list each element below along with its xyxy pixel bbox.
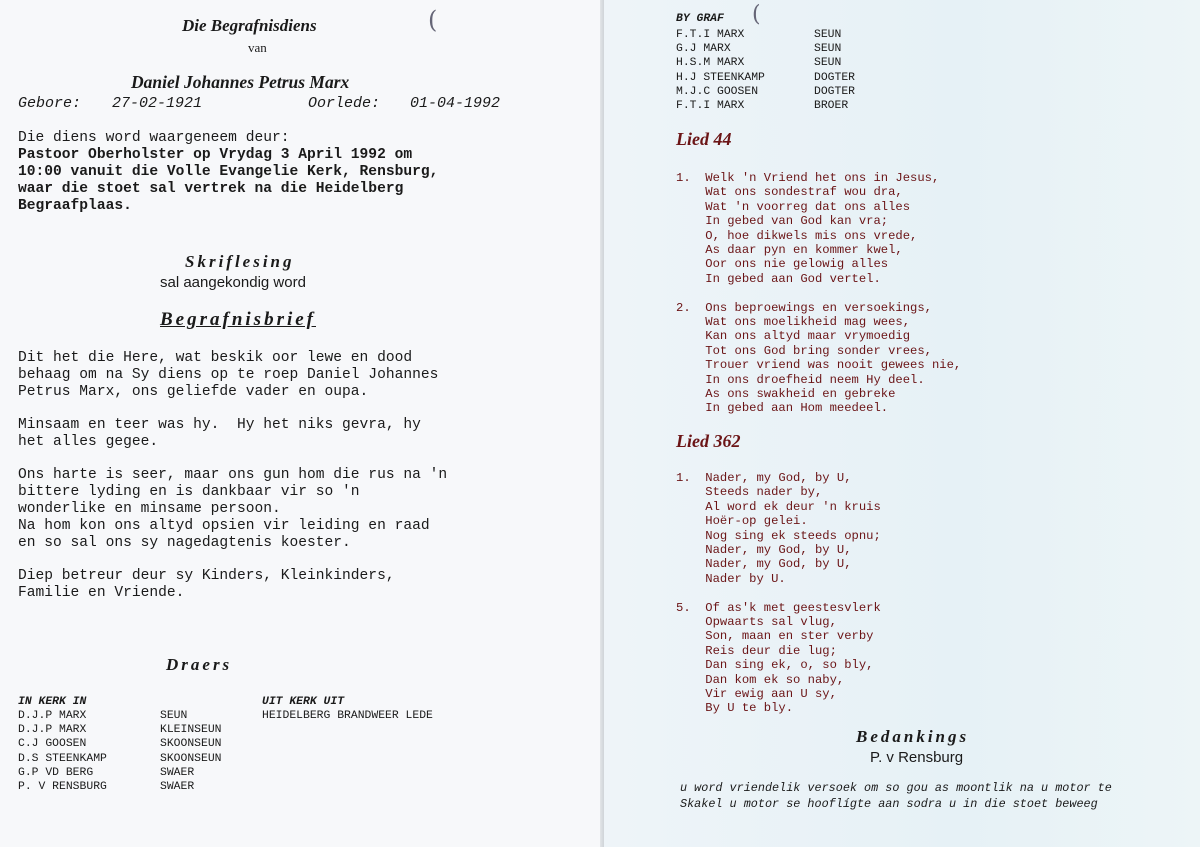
hymn-line: Opwaarts sal vlug,	[676, 615, 837, 629]
graveside-list	[676, 28, 896, 113]
table-row	[18, 766, 258, 780]
graveside-relation: DOGTER	[814, 85, 856, 98]
hymn-line: Wat ons moelikheid mag wees,	[676, 315, 911, 329]
skriflesing-heading: Skriflesing	[185, 252, 295, 271]
letter-line: Ons harte is seer, maar ons gun hom die rus na 'n	[18, 467, 448, 483]
letter-line: wonderlike en minsame persoon.	[18, 501, 281, 517]
bedankings-name: P. v Rensburg	[870, 749, 964, 766]
service-line: Die diens word waargeneem deur:	[18, 130, 290, 146]
bearer-name: P. V RENSBURG	[18, 780, 107, 793]
bedankings-heading: Bedankings	[856, 727, 970, 746]
bearer-name: D.J.P MARX	[18, 724, 87, 737]
letter-line: het alles gegee.	[18, 434, 159, 450]
graveside-relation: BROER	[814, 99, 849, 112]
hymn-line: 1. Welk 'n Vriend het ons in Jesus,	[676, 171, 940, 185]
hymn-line: Dan kom ek so naby,	[676, 672, 845, 687]
deceased-name: Daniel Johannes Petrus Marx	[131, 72, 350, 92]
hymn-line: Reis deur die lug;	[676, 643, 837, 658]
hymn-line: In ons droefheid neem Hy deel.	[676, 372, 925, 387]
graveside-name: H.S.M MARX	[676, 57, 745, 70]
letter-line: Na hom kon ons altyd opsien vir leiding en raad	[18, 518, 430, 534]
begrafnisbrief-heading: Begrafnisbrief	[160, 309, 316, 330]
hymn-line: As ons swakheid en gebreke	[676, 387, 896, 401]
service-line: waar die stoet sal vertrek na die Heidelberg	[18, 181, 404, 197]
notice-line: Skakel u motor se hooflígte aan sodra u in die stoet beweeg	[680, 797, 1098, 811]
table-row	[18, 709, 258, 723]
kerk-uit-header: UIT KERK UIT	[262, 696, 345, 708]
hymn-line: Steeds nader by,	[676, 485, 823, 500]
hymn-line: Hoër-op gelei.	[676, 514, 808, 529]
died-label: Oorlede:	[308, 95, 381, 112]
hymn-line: Nader by U.	[676, 571, 786, 586]
graveside-name: G.J MARX	[676, 43, 731, 56]
swirl-mark: (	[752, 2, 761, 27]
hymn-line: Dan sing ek, o, so bly,	[676, 658, 874, 673]
draers-heading: Draers	[166, 655, 233, 674]
letter-line: Familie en Vriende.	[18, 585, 185, 601]
hymn-line: O, hoe dikwels mis ons vrede,	[676, 228, 918, 243]
graveside-name: F.T.I MARX	[676, 29, 745, 41]
hymn-line: Son, maan en ster verby	[676, 629, 874, 644]
letter-line: Minsaam en teer was hy. Hy het niks gevra, hy	[18, 417, 421, 433]
hymn-line: Nader, my God, by U,	[676, 557, 852, 572]
born-date: 27-02-1921	[112, 95, 203, 112]
hymn-line: By U te bly.	[676, 701, 794, 716]
letter-line: Petrus Marx, ons geliefde vader en oupa.	[18, 384, 369, 400]
table-row	[676, 28, 896, 42]
right-page	[604, 0, 1200, 847]
hymn-line: Oor ons nie gelowig alles	[676, 257, 889, 272]
hymn-line: In gebed van God kan vra;	[676, 214, 889, 229]
hymn-line: Kan ons altyd maar vrymoedig	[676, 329, 911, 344]
bearer-relation: SWAER	[160, 780, 195, 793]
letter-line: Dit het die Here, wat beskik oor lewe en dood	[18, 350, 413, 366]
bearer-relation: SEUN	[160, 710, 188, 722]
letter-line: behaag om na Sy diens op te roep Daniel Johannes	[18, 367, 439, 383]
service-line: Pastoor Oberholster op Vrydag 3 April 1992 om	[18, 147, 413, 163]
bearer-relation: KLEINSEUN	[160, 724, 222, 737]
graveside-name: M.J.C GOOSEN	[676, 85, 759, 98]
hymn-line: As daar pyn en kommer kwel,	[676, 243, 903, 257]
graveside-relation: DOGTER	[814, 71, 856, 84]
table-row	[18, 737, 258, 751]
hymn-line: Trouer vriend was nooit gewees nie,	[676, 358, 962, 373]
bearer-name: C.J GOOSEN	[18, 738, 87, 751]
hymn-line: 1. Nader, my God, by U,	[676, 471, 852, 485]
service-line: Begraafplaas.	[18, 198, 132, 214]
table-row	[18, 752, 258, 766]
service-title: Die Begrafnisdiens	[182, 16, 317, 35]
hymn-line: Tot ons God bring sonder vrees,	[676, 343, 932, 358]
bearer-name: G.P VD BERG	[18, 766, 94, 779]
hymn-line: In gebed aan Hom meedeel.	[676, 401, 889, 416]
hymn-line: Nader, my God, by U,	[676, 543, 852, 557]
letter-line: en so sal ons sy nagedagtenis koester.	[18, 535, 351, 551]
by-graf-header: BY GRAF	[676, 13, 724, 25]
hymn-line: Nog sing ek steeds opnu;	[676, 528, 881, 543]
graveside-name: H.J STEENKAMP	[676, 71, 765, 84]
van-label: van	[248, 40, 267, 55]
lied-362-title: Lied 362	[676, 431, 741, 451]
bearer-relation: SWAER	[160, 766, 195, 779]
table-row	[18, 723, 258, 737]
hymn-line: 5. Of as'k met geestesvlerk	[676, 600, 881, 615]
table-row	[676, 85, 896, 99]
service-line: 10:00 vanuit die Volle Evangelie Kerk, Rensburg,	[18, 164, 439, 180]
hymn-line: 2. Ons beproewings en versoekings,	[676, 300, 932, 315]
kerk-uit-value: HEIDELBERG BRANDWEER LEDE	[262, 710, 433, 722]
hymn-line: Wat 'n voorreg dat ons alles	[676, 199, 911, 214]
bearer-name: D.J.P MARX	[18, 710, 87, 722]
table-row	[676, 56, 896, 70]
graveside-relation: SEUN	[814, 43, 842, 56]
hymn-line: Al word ek deur 'n kruis	[676, 499, 881, 514]
lied-44-title: Lied 44	[676, 129, 732, 149]
kerk-in-header: IN KERK IN	[18, 696, 87, 708]
died-date: 01-04-1992	[410, 95, 501, 112]
hymn-line: Vir ewig aan U sy,	[676, 687, 837, 701]
table-row	[676, 71, 896, 85]
hymn-line: Wat ons sondestraf wou dra,	[676, 185, 903, 200]
bearer-name: D.S STEENKAMP	[18, 752, 107, 765]
skriflesing-note: sal aangekondig word	[160, 274, 306, 291]
notice-line: u word vriendelik versoek om so gou as moontlik na u motor te	[680, 781, 1112, 795]
table-row	[676, 99, 896, 113]
letter-line: bittere lyding en is dankbaar vir so 'n	[18, 484, 360, 500]
bearers-list	[18, 709, 258, 794]
letter-line: Diep betreur deur sy Kinders, Kleinkinders,	[18, 568, 395, 584]
table-row	[18, 780, 258, 794]
graveside-relation: SEUN	[814, 57, 842, 70]
table-row	[676, 42, 896, 56]
bearer-relation: SKOONSEUN	[160, 752, 222, 765]
graveside-relation: SEUN	[814, 29, 842, 41]
hymn-line: In gebed aan God vertel.	[676, 271, 881, 286]
bearer-relation: SKOONSEUN	[160, 738, 222, 751]
swirl-mark: (	[428, 6, 438, 34]
born-label: Gebore:	[18, 95, 82, 112]
graveside-name: F.T.I MARX	[676, 99, 745, 112]
